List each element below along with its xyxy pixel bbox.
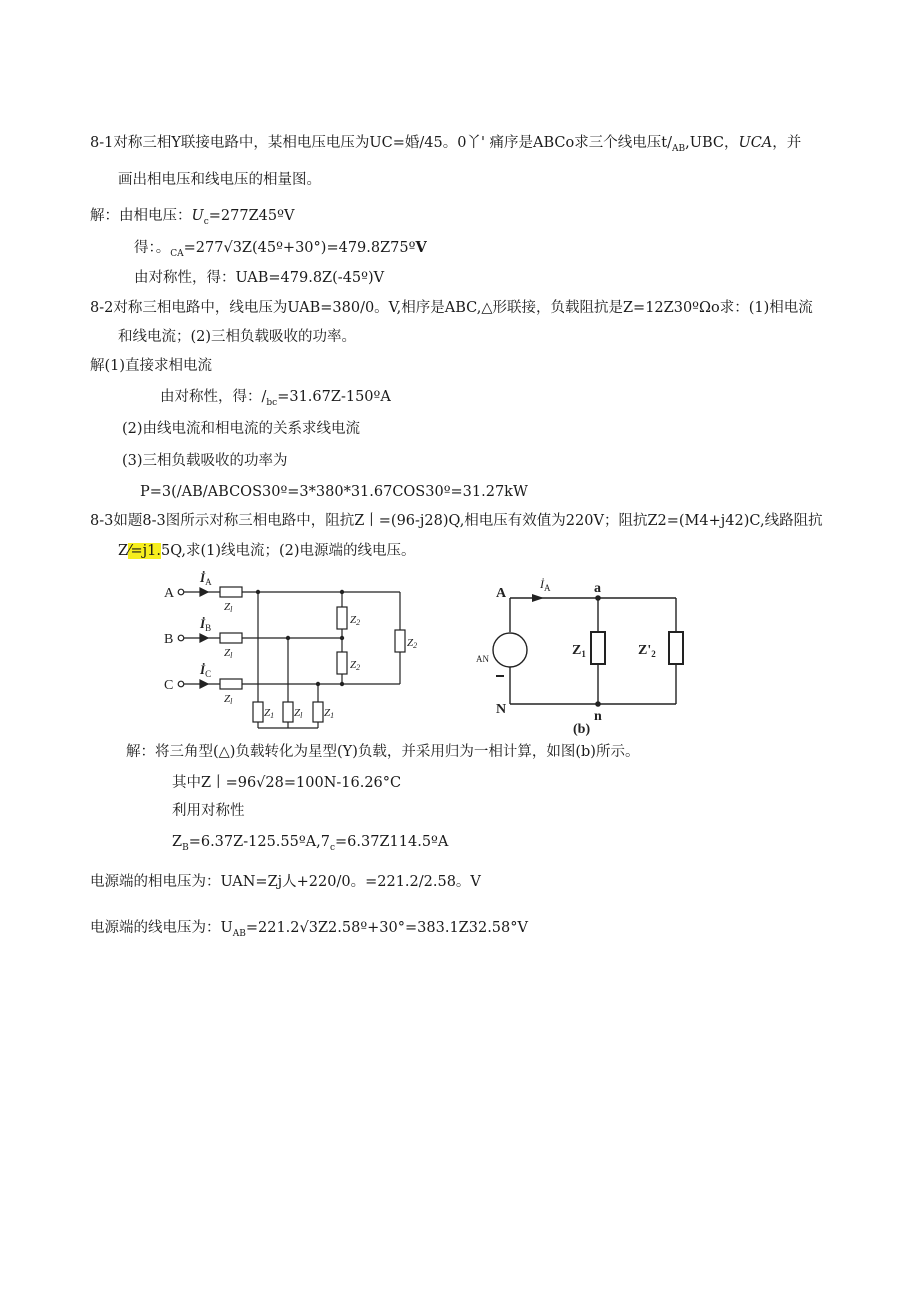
- problem-8-1-line2: 画出相电压和线电压的相量图。: [118, 172, 321, 188]
- solution-8-3-line3: 利用对称性: [172, 803, 245, 819]
- solution-8-3-line1: 解：将三角型(△)负载转化为星型(Y)负载，并采用归为一相计算，如图(b)所示。: [126, 744, 640, 760]
- solution-8-3-line2: 其中Z丨=96√28=100N-16.26°C: [172, 775, 402, 791]
- solution-8-1-line2: 得：。$_{CA}$=277√3Z(45º+30°)=479.8Z75ºV: [134, 239, 427, 259]
- svg-text:N: N: [496, 702, 507, 717]
- svg-text:İA: $İ_A$: [540, 577, 551, 593]
- svg-text:Z'2: $Z'_2$: [638, 643, 656, 659]
- problem-8-3-line2: Z⁄=j1.5Q,求(1)线电流；(2)电源端的线电压。: [118, 543, 416, 559]
- circuit-figure-a: [160, 560, 430, 730]
- svg-text:Zl: Zl: [294, 707, 303, 720]
- solution-8-2-line4: (3)三相负载吸收的功率为: [122, 453, 288, 469]
- svg-text:B: B: [164, 632, 174, 647]
- solution-8-2-line3: (2)由线电流和相电流的关系求线电流: [122, 421, 361, 437]
- svg-text:C: C: [164, 678, 174, 693]
- problem-8-1-line1: 8-1对称三相Y联接电路中，某相电压电压为UC=婚/45。0丫' 痛序是ABCo求三个线电压$t/_{AB},UBC$，UCA，并: [90, 135, 802, 154]
- svg-text:Z2: Z2: [350, 614, 361, 627]
- svg-text:Z1: Z1: [264, 707, 275, 720]
- solution-8-1-line3: 由对称性，得：UAB=479.8Z(-45º)V: [134, 270, 385, 286]
- svg-text:n: n: [594, 709, 602, 724]
- solution-8-3-line4: $Z_B=6.37Z-125.55ºA,7_c=6.37Z114.5ºA$: [172, 834, 449, 853]
- svg-text:İB: $İ_B$: [200, 616, 212, 633]
- svg-text:Z1: $Z_1$: [572, 643, 586, 659]
- svg-text:(b): (b): [573, 722, 591, 737]
- highlight-mark: ⁄=j1.: [128, 543, 161, 559]
- solution-8-2-line5: P=3(/AB/ABCOS30º=3*380*31.67COS30º=31.27kW: [140, 484, 528, 500]
- svg-text:AN: AN: [476, 654, 489, 664]
- svg-text:Zl: Zl: [224, 693, 233, 706]
- svg-text:İC: $İ_C$: [200, 662, 212, 679]
- svg-text:Z2: Z2: [350, 659, 361, 672]
- solution-8-3-line6: 电源端的线电压为：$U_{AB}=221.2√3Z2.58º+30^\circ=383.1Z32.58^\circ V$: [90, 920, 528, 939]
- solution-8-2-line1: 解(1)直接求相电流: [90, 358, 213, 374]
- svg-text:Z2: Z2: [407, 637, 418, 650]
- solution-8-1-line1: 解：由相电压：$U_c=277Z45ºV$: [90, 208, 295, 227]
- problem-8-2-line2: 和线电流；(2)三相负载吸收的功率。: [118, 329, 357, 345]
- svg-text:Zl: Zl: [224, 647, 233, 660]
- svg-text:Z1: Z1: [324, 707, 335, 720]
- circuit-figure-b: [470, 570, 700, 740]
- svg-text:a: a: [594, 581, 601, 596]
- svg-text:A: A: [496, 586, 507, 601]
- solution-8-3-line5: 电源端的相电压为：UAN=Zj人+220/0。=221.2/2.58。V: [90, 874, 481, 890]
- svg-text:A: A: [164, 586, 175, 601]
- problem-8-3-line1: 8-3如题8-3图所示对称三相电路中，阻抗Z丨=(96-j28)Q,相电压有效值为220V；阻抗Z2=(M4+j42)C,线路阻抗: [90, 513, 823, 529]
- svg-text:Zl: Zl: [224, 601, 233, 614]
- problem-8-2-line1: 8-2对称三相电路中，线电压为UAB=380/0。V,相序是ABC,△形联接，负载阻抗是Z=12Z30ºΩo求：(1)相电流: [90, 300, 813, 316]
- svg-text:İA: $İ_A$: [200, 570, 212, 587]
- solution-8-2-line2: 由对称性，得：$/_{bc}=31.67Z-150ºA$: [160, 389, 391, 408]
